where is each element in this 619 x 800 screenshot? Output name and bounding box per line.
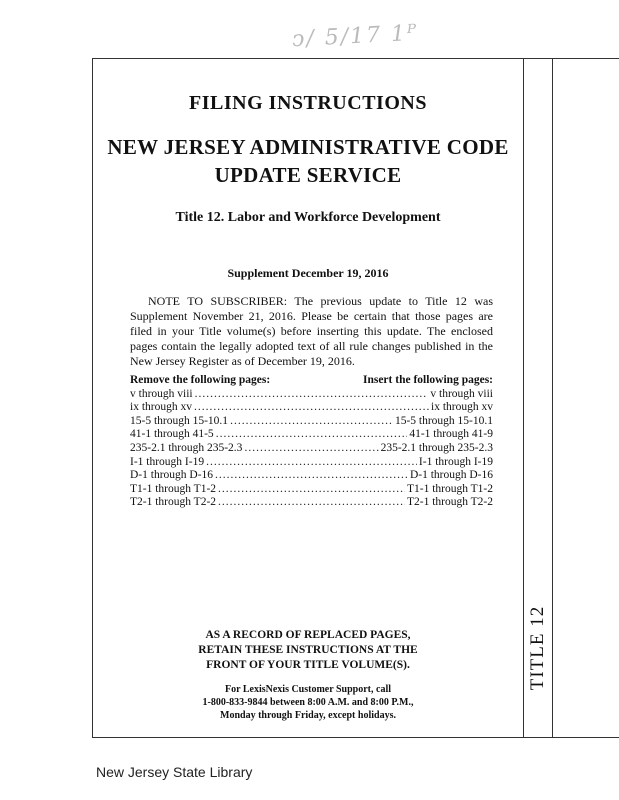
insert-cell: T2-1 through T2-2 [406, 496, 493, 509]
remove-cell: 15-5 through 15-10.1 [130, 414, 229, 427]
leader-dots [218, 496, 405, 510]
supplement-date: Supplement December 19, 2016 [227, 266, 389, 280]
code-title-line2: UPDATE SERVICE [214, 163, 402, 187]
code-title [92, 133, 524, 189]
table-row [130, 456, 493, 470]
insert-cell: 15-5 through 15-10.1 [394, 414, 493, 427]
handwritten-scribble: ↄ/ 5/17 1ᴾ [291, 20, 420, 53]
leader-dots [194, 401, 429, 415]
leader-dots [215, 469, 408, 483]
table-header [130, 374, 493, 388]
support-line: Monday through Friday, except holidays. [220, 710, 396, 721]
table-row [130, 496, 493, 510]
subscriber-note: NOTE TO SUBSCRIBER: The previous update to Title 12 was Supplement November 21, 2016. Please be certain that those pages are filed in your Title volume(s) before inserting this update. The enclosed pages contain the legally adopted text of all rule changes published in the New Jersey Register as of December 19, 2016. [130, 294, 493, 368]
support-info [92, 683, 524, 722]
insert-cell: T1-1 through T1-2 [406, 482, 493, 495]
remove-cell: v through viii [130, 387, 193, 400]
insert-cell: 41-1 through 41-9 [409, 428, 493, 441]
insert-cell: I-1 through I-19 [418, 455, 493, 468]
remove-cell: D-1 through D-16 [130, 469, 214, 482]
top-rule [92, 58, 619, 59]
remove-cell: I-1 through I-19 [130, 455, 205, 468]
insert-header: Insert the following pages: [362, 374, 493, 386]
remove-cell: 41-1 through 41-5 [130, 428, 214, 441]
insert-cell: v through viii [430, 387, 493, 400]
insert-cell: D-1 through D-16 [409, 469, 493, 482]
leader-dots [230, 415, 393, 429]
table-row [130, 483, 493, 497]
remove-header: Remove the following pages: [130, 374, 271, 386]
insert-cell: ix through xv [431, 401, 493, 414]
remove-cell: 235-2.1 through 235-2.3 [130, 441, 243, 454]
leader-dots [244, 442, 378, 456]
remove-cell: T1-1 through T1-2 [130, 482, 217, 495]
leader-dots [195, 388, 429, 402]
leader-dots [206, 456, 417, 470]
spine-rule [552, 58, 553, 738]
bottom-rule [92, 737, 619, 738]
remove-cell: ix through xv [130, 401, 192, 414]
record-line: AS A RECORD OF REPLACED PAGES, [205, 629, 411, 641]
library-stamp: New Jersey State Library [96, 764, 253, 780]
table-row [130, 388, 493, 402]
subtitle: Title 12. Labor and Workforce Development [175, 210, 441, 225]
table-row [130, 469, 493, 483]
table-row [130, 442, 493, 456]
table-row [130, 428, 493, 442]
table-row [130, 415, 493, 429]
insert-cell: 235-2.1 through 235-2.3 [380, 441, 493, 454]
record-notice [92, 628, 524, 673]
remove-cell: T2-1 through T2-2 [130, 496, 217, 509]
code-title-line1: NEW JERSEY ADMINISTRATIVE CODE [107, 135, 509, 159]
support-phone: 1-800-833-9844 between 8:00 A.M. and 8:00 P.M., [202, 697, 414, 708]
leader-dots [218, 483, 405, 497]
page-table [130, 374, 493, 510]
document-title: FILING INSTRUCTIONS [189, 92, 427, 114]
record-line: FRONT OF YOUR TITLE VOLUME(S). [206, 659, 410, 671]
leader-dots [216, 428, 408, 442]
table-row [130, 401, 493, 415]
record-line: RETAIN THESE INSTRUCTIONS AT THE [198, 644, 418, 656]
support-line: For LexisNexis Customer Support, call [224, 684, 391, 695]
